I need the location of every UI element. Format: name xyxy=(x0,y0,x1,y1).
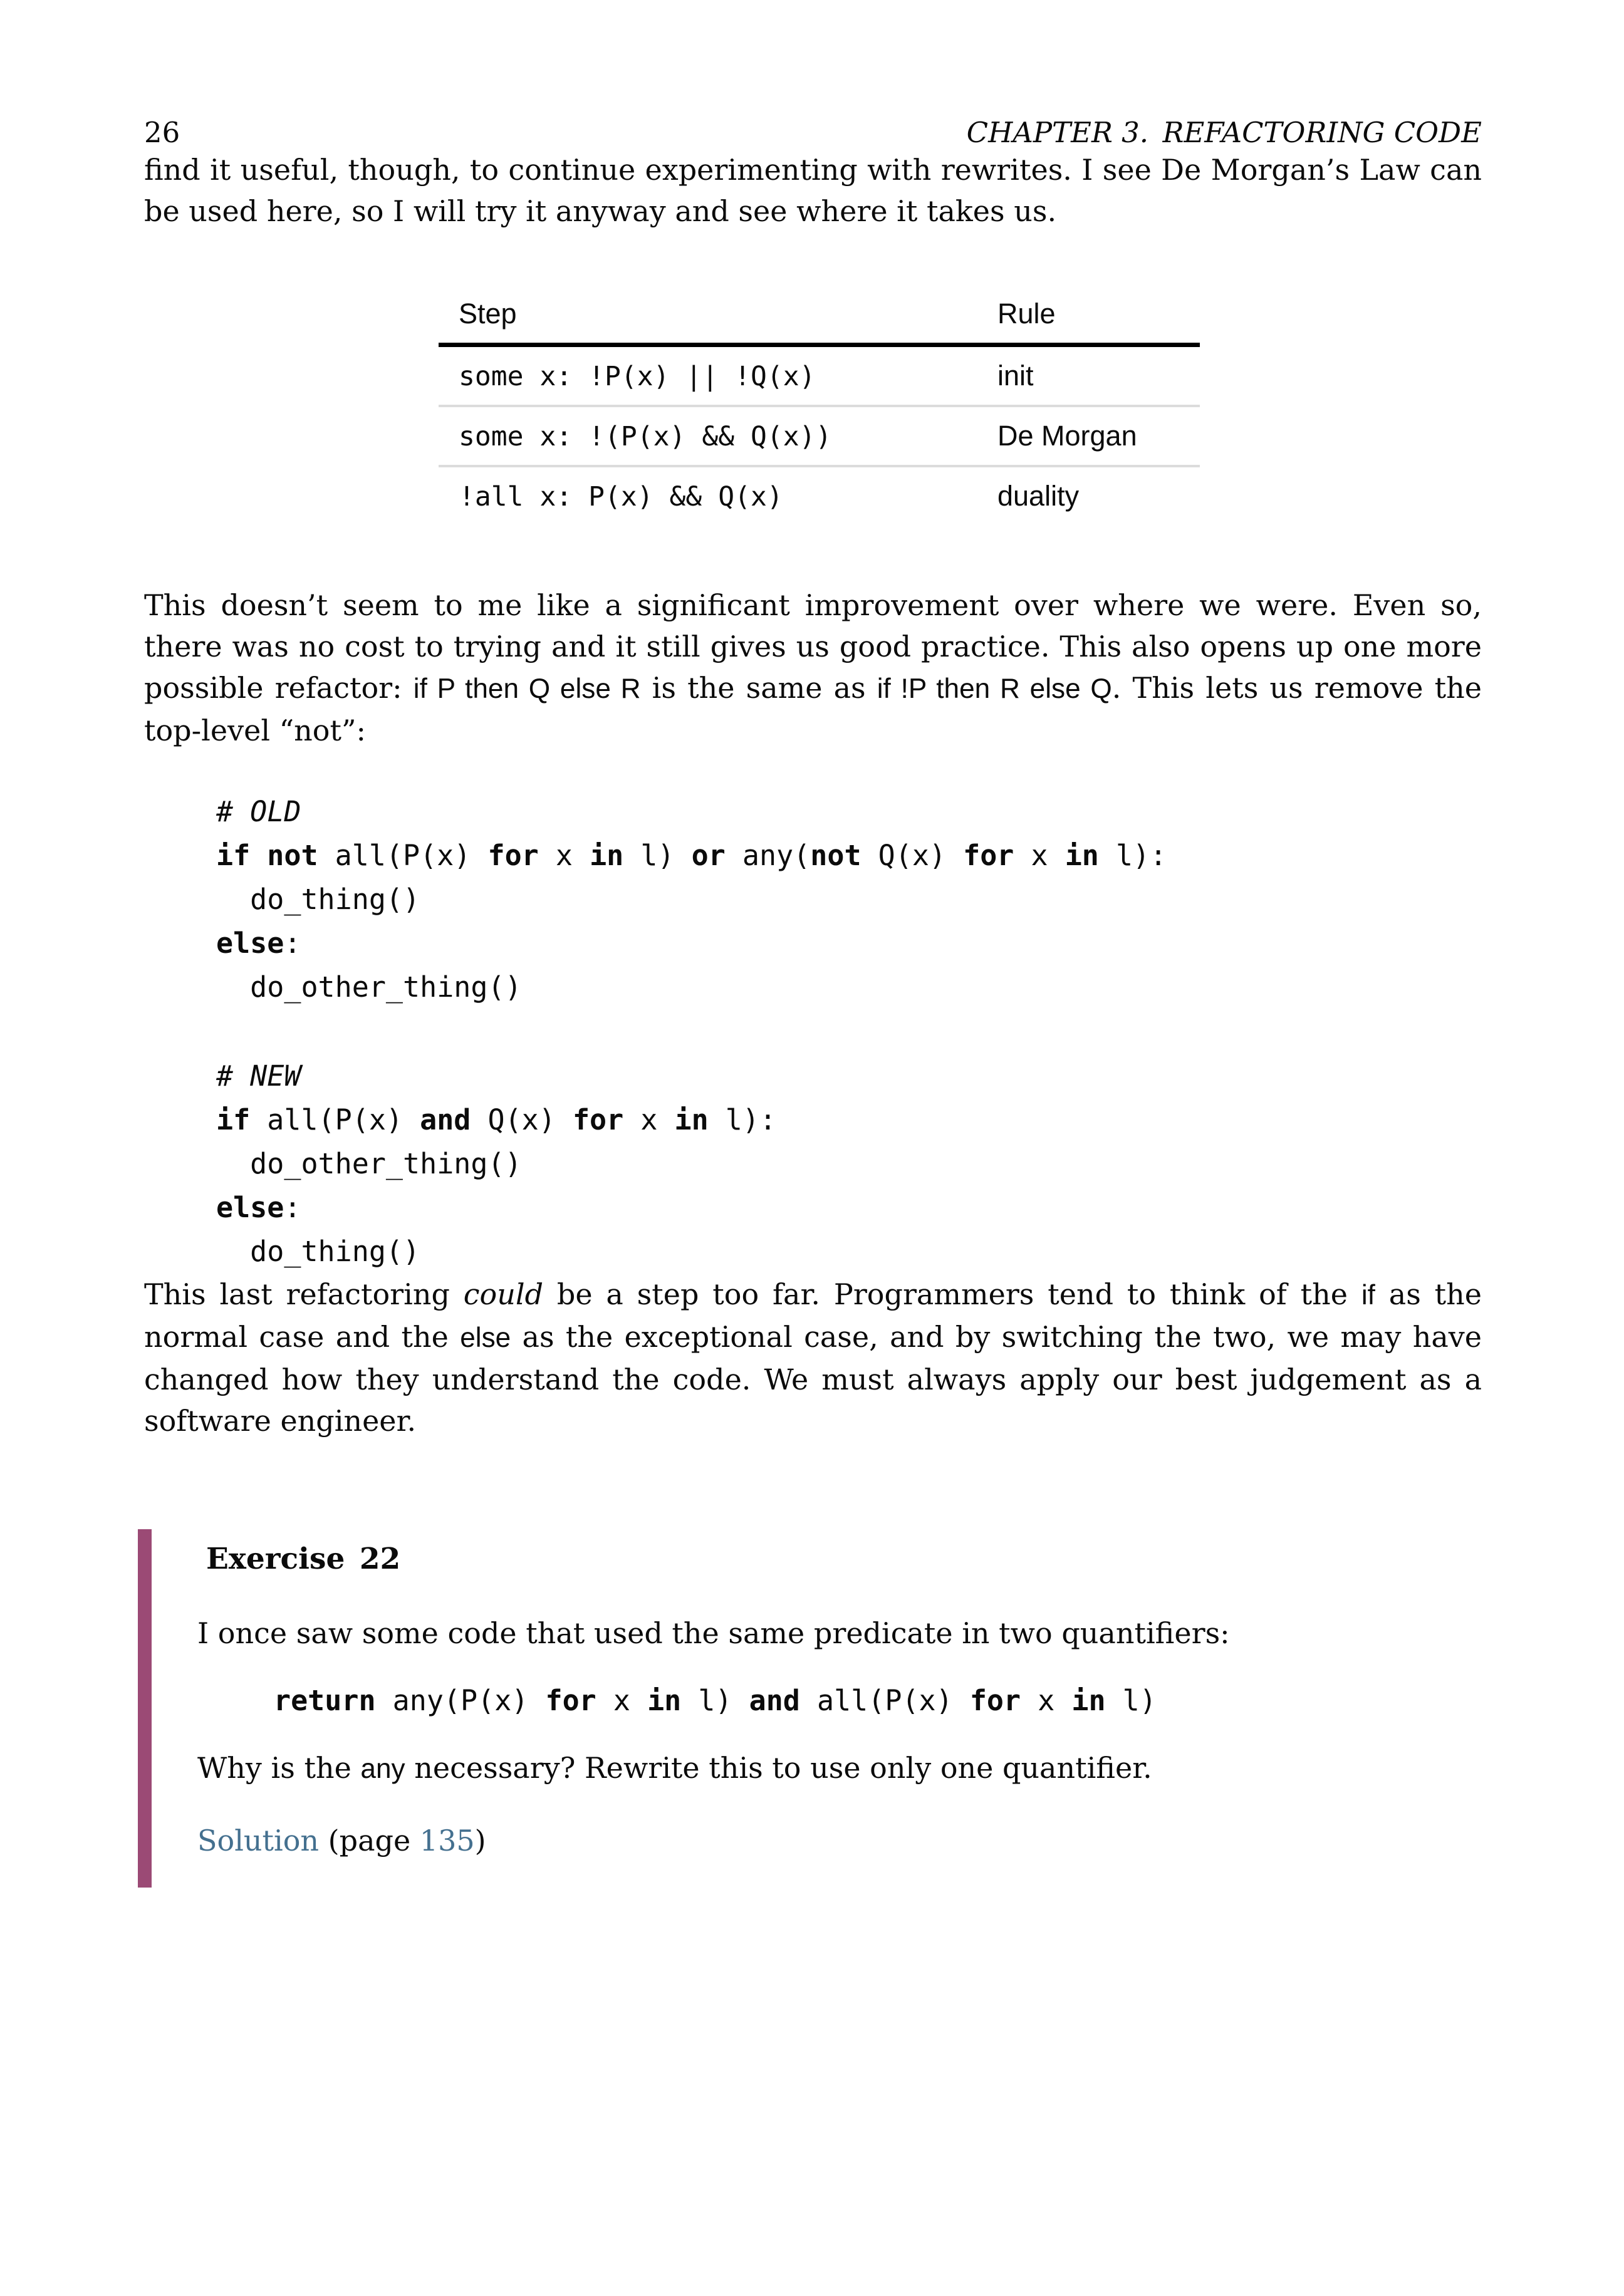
text-segment: : xyxy=(284,1191,301,1224)
text-segment: as the normal case and the xyxy=(144,1277,1482,1354)
text-segment: for xyxy=(572,1103,624,1136)
code-line xyxy=(216,1098,1482,1142)
text-segment: # NEW xyxy=(216,1059,301,1093)
exercise-question xyxy=(197,1747,1482,1790)
text-segment: else xyxy=(460,1322,511,1353)
running-head xyxy=(144,116,1482,149)
text-segment: all(P(x) xyxy=(318,839,488,872)
text-segment: is the same as xyxy=(640,671,877,705)
text-segment: any xyxy=(360,1753,405,1784)
rule-cell: De Morgan xyxy=(997,420,1137,452)
exercise-title: Exercise 22 xyxy=(206,1542,401,1576)
text-segment: Why is the xyxy=(197,1751,361,1785)
text-segment: This doesn’t seem to me like a significant improvement over where we were. Even so, there was no cost to trying and it still gives us good practice. This also opens up one more possible refactor: xyxy=(144,588,1482,705)
code-line xyxy=(216,834,1482,878)
code-line xyxy=(216,878,1482,922)
paragraph-after-table xyxy=(144,584,1482,751)
text-segment: in xyxy=(590,839,624,872)
text-segment: l): xyxy=(708,1103,777,1136)
exercise-code-line xyxy=(274,1684,1482,1717)
solution-line xyxy=(197,1820,1482,1861)
code-line xyxy=(216,922,1482,965)
text-segment: if !P then R else Q xyxy=(877,673,1112,704)
table-row xyxy=(439,407,1200,467)
text-segment: else xyxy=(216,927,284,960)
text-segment: if xyxy=(216,839,251,872)
code-line xyxy=(216,965,1482,1009)
exercise-intro: I once saw some code that used the same predicate in two quantifiers: xyxy=(197,1616,1230,1650)
code-line xyxy=(216,1230,1482,1274)
text-segment: for xyxy=(487,839,539,872)
text-segment: l) xyxy=(681,1684,749,1717)
solution-link[interactable]: Solution xyxy=(197,1824,320,1857)
text-segment: in xyxy=(647,1684,682,1717)
rule-cell: duality xyxy=(997,480,1080,512)
text-segment: x xyxy=(538,839,590,872)
code-line xyxy=(216,1142,1482,1186)
text-segment: and xyxy=(749,1684,800,1717)
paragraph-closing xyxy=(144,1274,1482,1441)
text-segment: x xyxy=(1021,1684,1072,1717)
step-cell: some x: !(P(x) && Q(x)) xyxy=(459,421,832,452)
step-cell: some x: !P(x) || !Q(x) xyxy=(459,361,816,392)
text-segment: in xyxy=(674,1103,709,1136)
text-segment: for xyxy=(963,839,1014,872)
table-header-rule: Rule xyxy=(997,298,1056,330)
text-segment: if P then Q else R xyxy=(413,673,641,704)
text-segment: in xyxy=(1064,839,1099,872)
table-header-step: Step xyxy=(459,298,517,330)
text-segment: ) xyxy=(474,1824,486,1857)
text-segment: # OLD xyxy=(216,795,301,828)
text-segment: This last refactoring xyxy=(144,1277,464,1311)
text-segment: any( xyxy=(725,839,811,872)
rule-cell: init xyxy=(997,360,1034,392)
text-segment: if xyxy=(216,1103,251,1136)
step-cell: !all x: P(x) && Q(x) xyxy=(459,481,783,512)
text-segment: x xyxy=(623,1103,675,1136)
text-segment: Q(x) xyxy=(471,1103,573,1136)
text-segment xyxy=(250,839,267,872)
text-segment: : xyxy=(284,927,301,960)
code-line xyxy=(216,1186,1482,1230)
text-segment: any(P(x) xyxy=(375,1684,546,1717)
text-segment: necessary? Rewrite this to use only one quantifier. xyxy=(405,1751,1152,1785)
text-segment: for xyxy=(969,1684,1021,1717)
text-segment: not xyxy=(267,839,318,872)
text-segment: (page xyxy=(319,1824,420,1857)
text-segment: x xyxy=(1014,839,1065,872)
text-segment: all(P(x) xyxy=(250,1103,420,1136)
code-block-new xyxy=(216,1054,1482,1274)
exercise-accent-bar xyxy=(138,1529,152,1888)
text-segment: as the exceptional case, and by switching the two, we may have changed how they understand the code. We must always apply our best judgement as a software engineer. xyxy=(144,1320,1482,1438)
text-segment: and xyxy=(420,1103,471,1136)
text-segment: l) xyxy=(623,839,692,872)
text-segment: l) xyxy=(1105,1684,1157,1717)
text-segment: . This lets us remove the top-level “not”: xyxy=(144,671,1482,747)
table-row xyxy=(439,347,1200,407)
page-number: 26 xyxy=(144,116,180,149)
text-segment: could xyxy=(463,1277,544,1311)
code-line xyxy=(216,1054,1482,1098)
text-segment: return xyxy=(274,1684,376,1717)
text-segment: do_thing() xyxy=(216,1235,420,1268)
code-block-old xyxy=(216,790,1482,1009)
table-row xyxy=(439,467,1200,525)
text-segment: in xyxy=(1071,1684,1106,1717)
table-header-row xyxy=(439,291,1200,347)
text-segment: be a step too far. Programmers tend to think of the xyxy=(543,1277,1361,1311)
exercise-box xyxy=(138,1529,1482,1888)
text-segment: all(P(x) xyxy=(799,1684,970,1717)
text-segment: l): xyxy=(1098,839,1167,872)
rewrite-steps-table xyxy=(439,291,1200,525)
text-segment: or xyxy=(691,839,726,872)
text-segment: do_other_thing() xyxy=(216,1147,522,1180)
text-segment: Q(x) xyxy=(861,839,964,872)
text-segment: else xyxy=(216,1191,284,1224)
text-segment: do_other_thing() xyxy=(216,970,522,1004)
text-segment: for xyxy=(545,1684,596,1717)
text-segment: not xyxy=(810,839,861,872)
chapter-header: CHAPTER 3. REFACTORING CODE xyxy=(966,116,1482,149)
paragraph-intro: find it useful, though, to continue experimenting with rewrites. I see De Morgan’s Law can be used here, so I will try it anyway and see where it takes us. xyxy=(144,153,1482,228)
solution-page-link[interactable]: 135 xyxy=(419,1824,475,1857)
code-line xyxy=(216,790,1482,834)
text-segment: x xyxy=(596,1684,648,1717)
text-segment: do_thing() xyxy=(216,883,420,916)
text-segment: if xyxy=(1361,1280,1375,1311)
